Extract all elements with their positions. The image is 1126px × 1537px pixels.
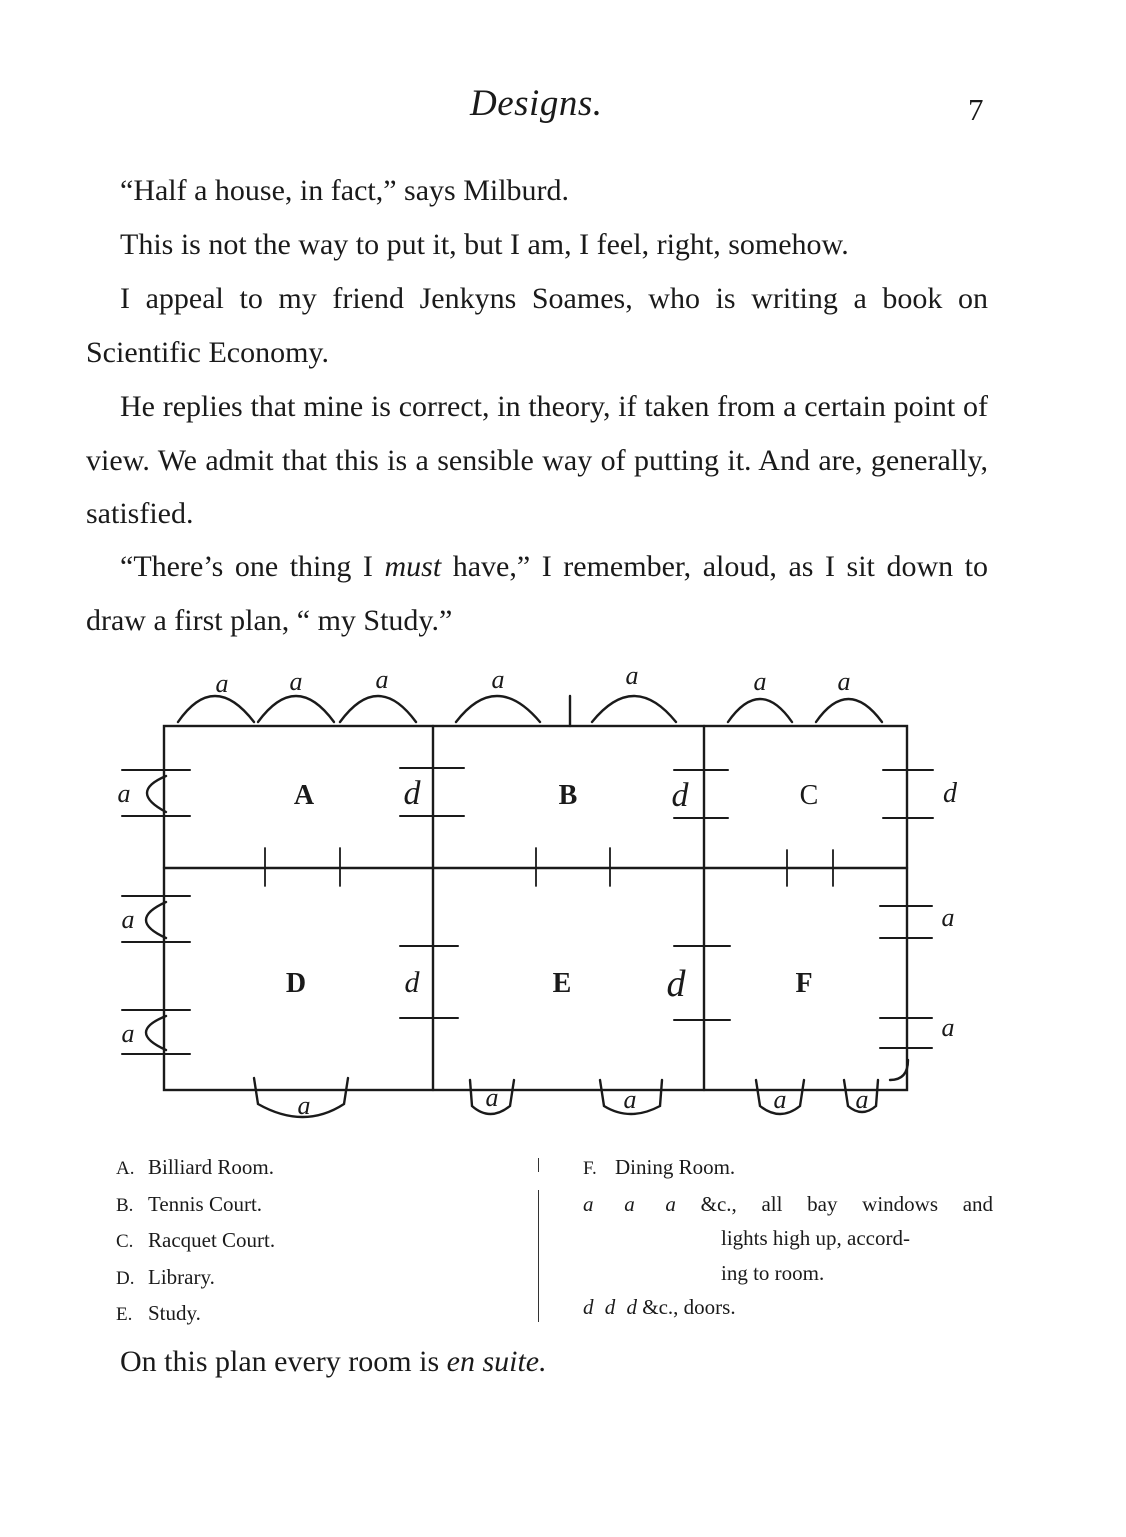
window-mark: a [289,667,303,696]
window-mark: a [941,1013,955,1042]
paragraph-2: This is not the way to put it, but I am, I feel, right, somehow. [120,228,849,261]
legend-label: Racquet Court. [148,1228,276,1252]
legend-doors [583,1290,993,1325]
room-label-a: A [293,780,315,811]
paragraph-4: He replies that mine is correct, in theory, if taken from a certain point of view. We admit that this is a sensible way of putting it. And are, generally, satisfied. [86,390,988,530]
window-mark: a [215,669,229,698]
legend-item [116,1187,275,1224]
legend-windows [583,1187,993,1222]
room-label-e: E [552,968,572,999]
legend-key: E. [116,1304,133,1325]
door-mark: d [404,966,420,999]
legend-label: Library. [148,1264,215,1289]
legend-key: C. [116,1231,134,1252]
legend-divider-tick [538,1158,539,1172]
window-mark: a [753,667,767,696]
closing-emphasis: en suite. [446,1345,547,1378]
legend-windows-cont: lights high up, accord- [721,1226,910,1250]
legend-label: Billiard Room. [148,1155,274,1179]
paragraph-5-start: “There’s one thing I [120,550,385,583]
paragraph-5-end: have,” I remember, aloud, as I sit down to draw a first plan, “ my Study.” [86,550,988,637]
legend-right [583,1150,993,1325]
paragraph-1: “Half a house, in fact,” says Milburd. [120,174,570,207]
window-mark: a [623,1085,637,1114]
window-mark: a [773,1085,787,1114]
paragraph-3: I appeal to my friend Jenkyns Soames, who is writing a book on Scientific Economy. [86,282,988,369]
legend-key: B. [116,1194,134,1216]
window-mark: a [375,665,389,694]
room-label-c: C [799,780,819,811]
door-mark: d [666,963,686,1005]
legend-item-f [583,1150,993,1187]
closing-line [120,1345,547,1379]
room-label-b: B [558,780,578,811]
window-mark: a [855,1085,869,1114]
window-mark: a [117,779,131,808]
legend-doors-text: &c., doors. [642,1295,736,1319]
legend-label: Study. [148,1301,201,1325]
legend-label: Dining Room. [615,1155,736,1179]
window-mark: a [941,903,955,932]
legend-key: A. [116,1158,135,1179]
legend-windows-cont: ing to room. [721,1260,825,1285]
window-mark: a [485,1083,499,1112]
room-label-f: F [795,968,813,999]
outer-walls [164,726,907,1090]
legend-windows-text: &c., all bay windows and [700,1191,994,1216]
page-number: 7 [968,92,984,127]
closing-text: On this plan every room is [120,1345,447,1378]
legend-key: F. [583,1158,597,1179]
legend-windows-symbol: a a a [583,1191,676,1216]
window-mark: a [297,1091,311,1120]
window-mark: a [837,667,851,696]
legend-item [116,1223,275,1260]
floor-plan [100,660,1000,1140]
legend-divider [538,1190,539,1322]
legend-item [116,1260,275,1297]
legend-item [116,1296,275,1333]
window-mark: a [121,905,135,934]
paragraph-5-emphasis: must [384,550,442,583]
door-mark: d [671,777,689,814]
room-label-d: D [285,968,307,999]
legend-left [116,1150,275,1333]
door-mark: d [403,775,421,812]
legend-key: D. [116,1267,135,1289]
window-mark: a [491,665,505,694]
legend-label: Tennis Court. [148,1191,263,1216]
window-mark: a [121,1019,135,1048]
legend-item [116,1150,275,1187]
window-mark: a [625,661,639,690]
door-mark: d [943,778,957,809]
running-title: Designs. [470,83,603,124]
paragraph-5 [86,540,988,647]
legend-doors-symbol: d d d [583,1295,637,1319]
